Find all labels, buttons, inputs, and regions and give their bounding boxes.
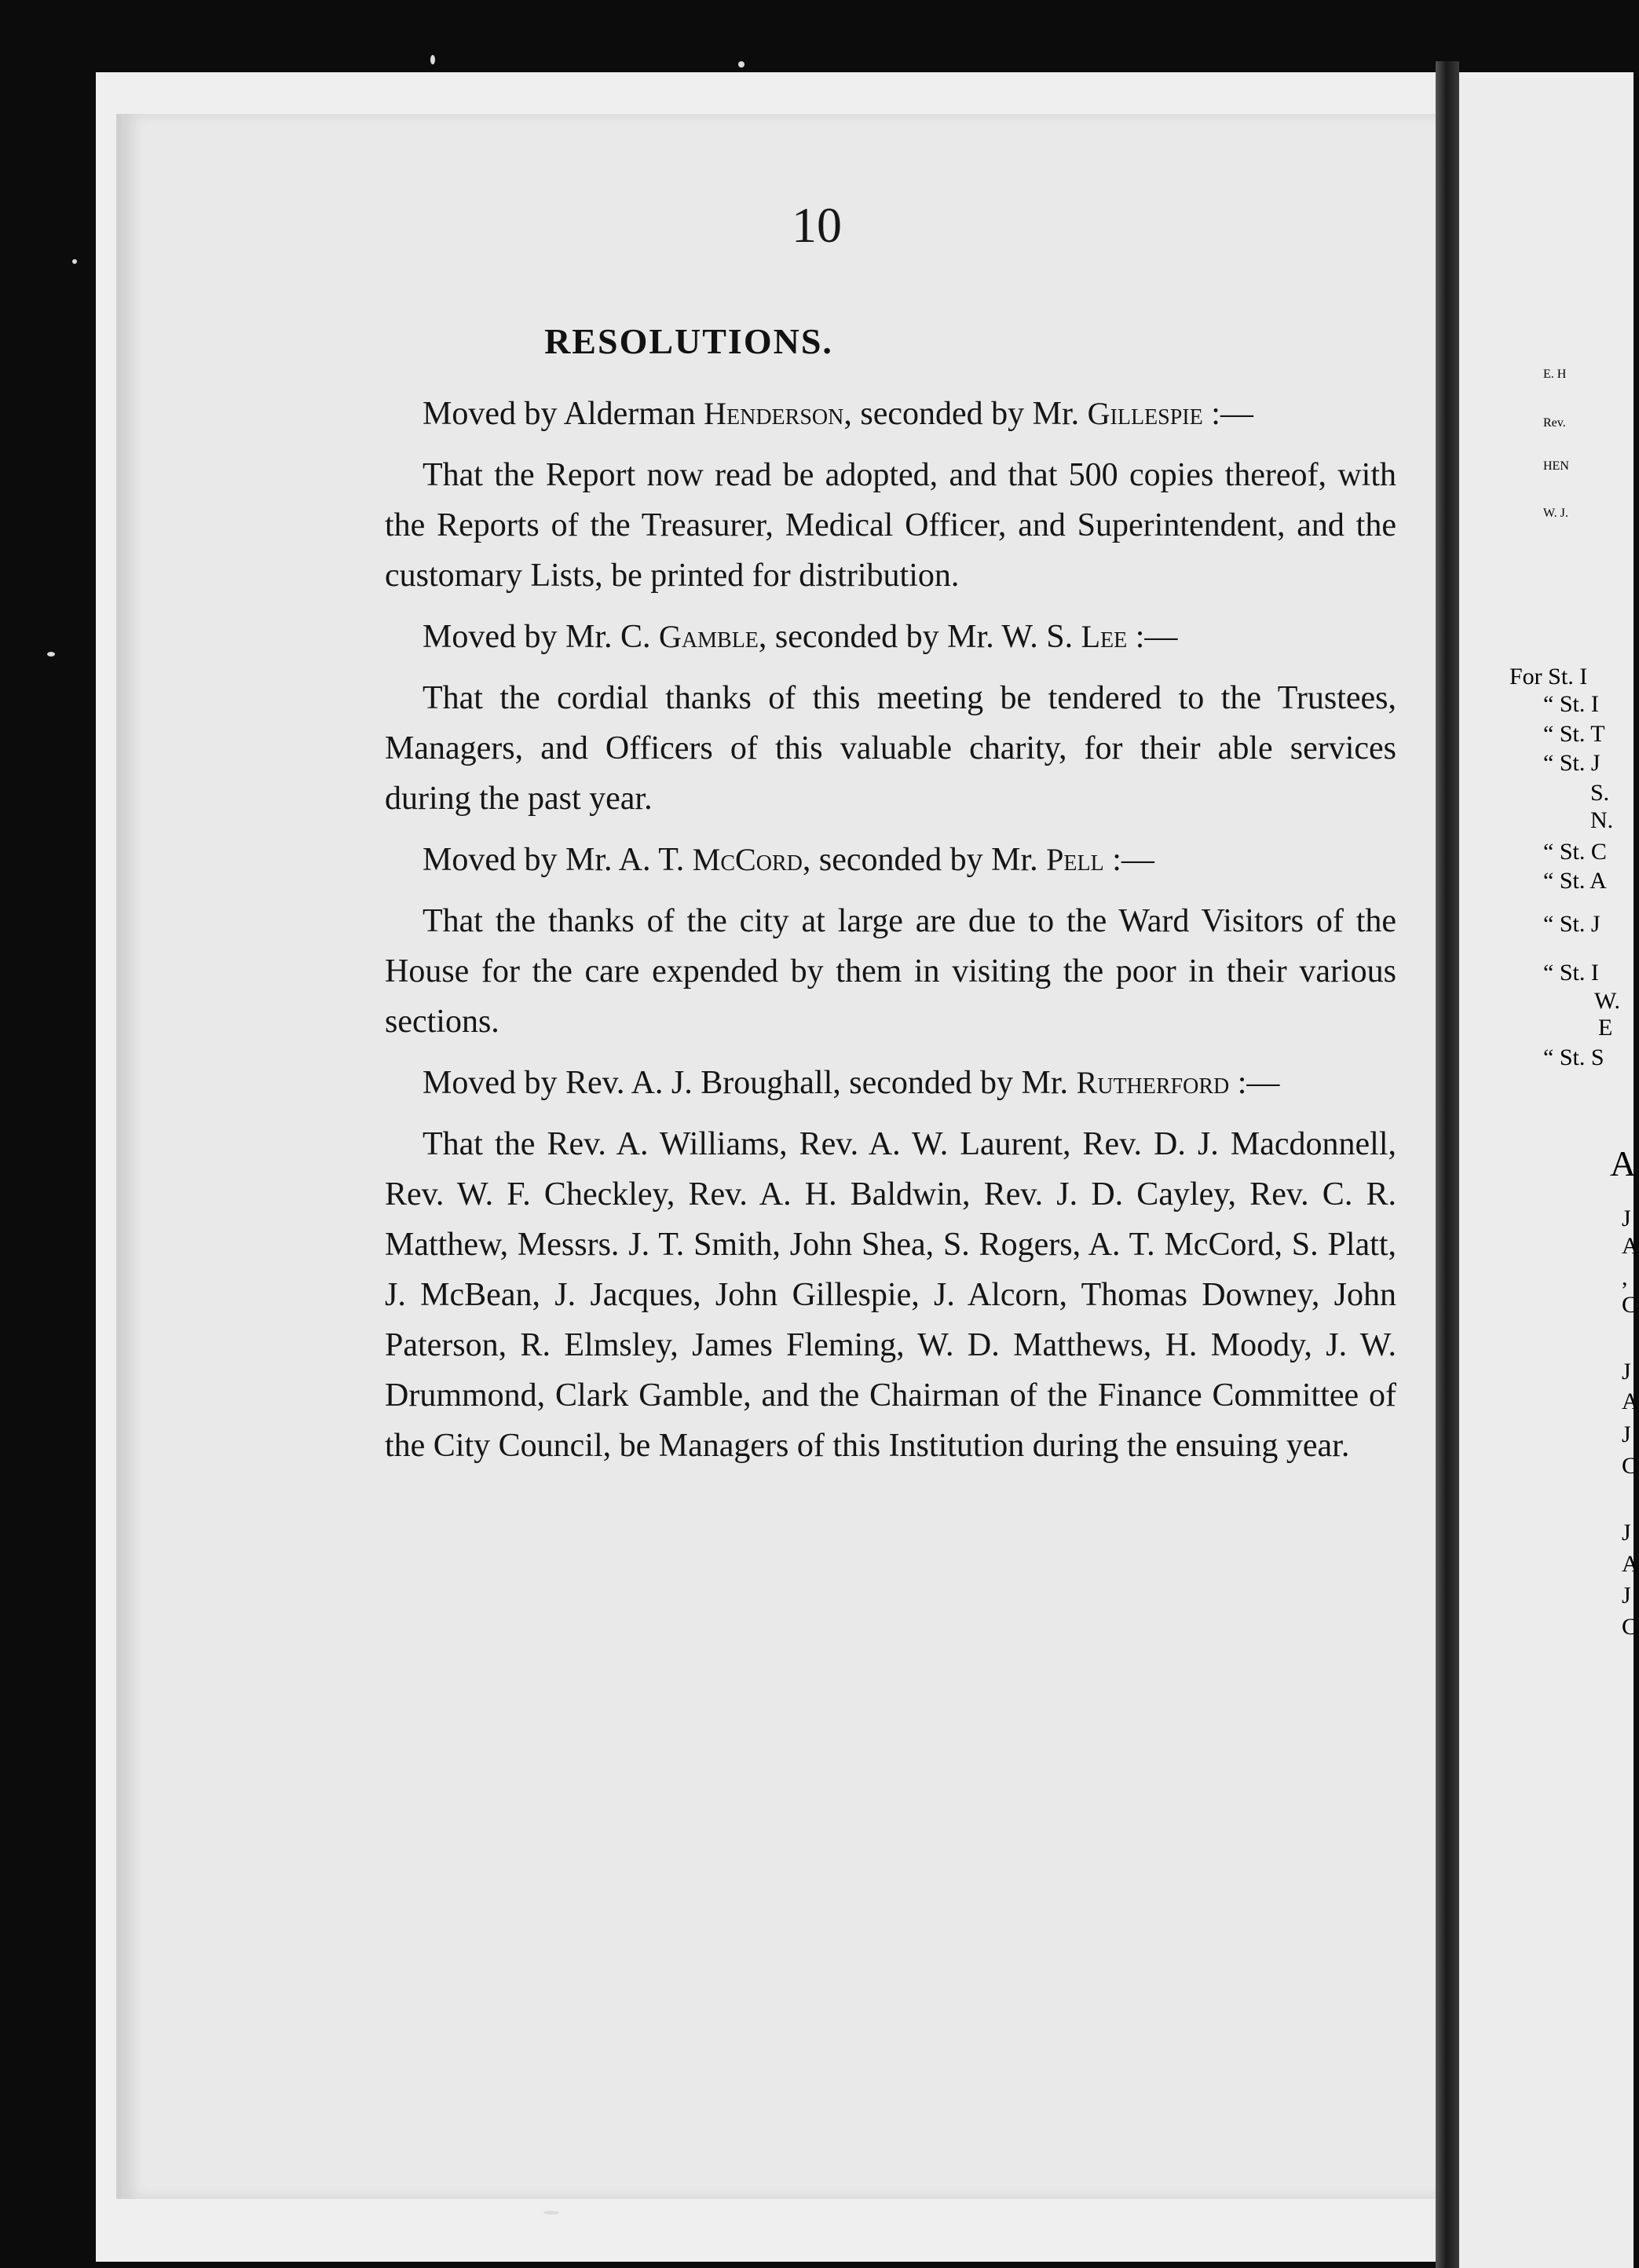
resolutions-body — [385, 389, 1396, 1482]
fragment-line: A — [1622, 1233, 1639, 1259]
fragment-line: A — [1622, 1551, 1639, 1577]
fragment-line: S. — [1590, 780, 1610, 806]
fragment-line: J — [1622, 1359, 1631, 1385]
fragment-line: C — [1622, 1453, 1638, 1479]
scan-speck — [430, 55, 435, 64]
section-heading: RESOLUTIONS. — [544, 321, 833, 361]
resolution-1: That the Report now read be adopted, and that 500 copies thereof, with the Reports of the Treasurer, Medical Officer, and Superintendent, and the customary Lists, be printed for distribution. — [385, 457, 1396, 594]
fragment-line: E — [1598, 1015, 1613, 1041]
fragment-line: J — [1622, 1421, 1631, 1447]
page-number: 10 — [792, 197, 842, 253]
resolution-3: That the thanks of the city at large are due to the Ward Visitors of the House for the care expended by them in visiting the poor in their various sections. — [385, 903, 1396, 1040]
fragment-line: C — [1622, 1614, 1638, 1640]
motion-4: Moved by Rev. A. J. Broughall, seconded by Mr. Rutherford :— — [423, 1065, 1280, 1101]
fragment-line: E. H — [1543, 368, 1567, 381]
book-gutter — [1436, 61, 1459, 2268]
fragment-line: A — [1622, 1388, 1639, 1414]
resolution-4: That the Rev. A. Williams, Rev. A. W. Laurent, Rev. D. J. Macdonnell, Rev. W. F. Checkley, Rev. A. H. Baldwin, Rev. J. D. Cayley, Rev. C. R. Matthew, Messrs. J. T. Smith, John Shea, S. Rogers, A. T. McCord, S. Platt, J. McBean, J. Jacques, John Gillespie, J. Alcorn, Thomas Downey, John Paterson, R. Elmsley, James Fleming, W. D. Matthews, H. Moody, J. W. Drummond, Clark Gamble, and the Chairman of the Finance Committee of the City Council, be Managers of this Institution during the ensuing year. — [385, 1126, 1396, 1464]
fragment-line: “ St. S — [1543, 1044, 1604, 1070]
fragment-line: “ St. T — [1543, 721, 1605, 747]
fragment-line: , — [1622, 1264, 1628, 1290]
fragment-line: W. J. — [1543, 507, 1568, 520]
motion-2: Moved by Mr. C. Gamble, seconded by Mr. W. S. Lee :— — [423, 619, 1178, 655]
fragment-line: “ St. I — [1543, 960, 1599, 986]
scan-speck — [543, 2211, 559, 2215]
fragment-line: “ St. J — [1543, 911, 1601, 937]
scan-speck — [72, 259, 77, 264]
motion-1: Moved by Alderman Henderson, seconded by Mr. Gillespie :— — [423, 396, 1253, 432]
fragment-line: “ St. C — [1543, 839, 1607, 865]
scan-speck — [738, 61, 745, 68]
fragment-line: W. — [1594, 988, 1621, 1014]
fragment-line: J — [1622, 1520, 1631, 1546]
scan-speck — [47, 652, 55, 657]
fragment-line: J — [1622, 1582, 1631, 1608]
fragment-line: J — [1622, 1205, 1631, 1231]
fragment-line: C — [1622, 1292, 1638, 1318]
fragment-line: “ St. A — [1543, 868, 1607, 894]
fragment-line: A — [1610, 1143, 1637, 1183]
fragment-line: HEN — [1543, 459, 1569, 473]
resolution-2: That the cordial thanks of this meeting be tendered to the Trustees, Managers, and Officers of this valuable charity, for their able services during the past year. — [385, 680, 1396, 817]
right-page — [1459, 79, 1637, 2268]
fragment-line: For St. I — [1509, 664, 1588, 690]
fragment-line: N. — [1590, 807, 1614, 833]
fragment-line: “ St. I — [1543, 691, 1599, 717]
fragment-line: Rev. — [1543, 416, 1566, 430]
motion-3: Moved by Mr. A. T. McCord, seconded by Mr. Pell :— — [423, 842, 1154, 878]
fragment-line: “ St. J — [1543, 750, 1601, 776]
